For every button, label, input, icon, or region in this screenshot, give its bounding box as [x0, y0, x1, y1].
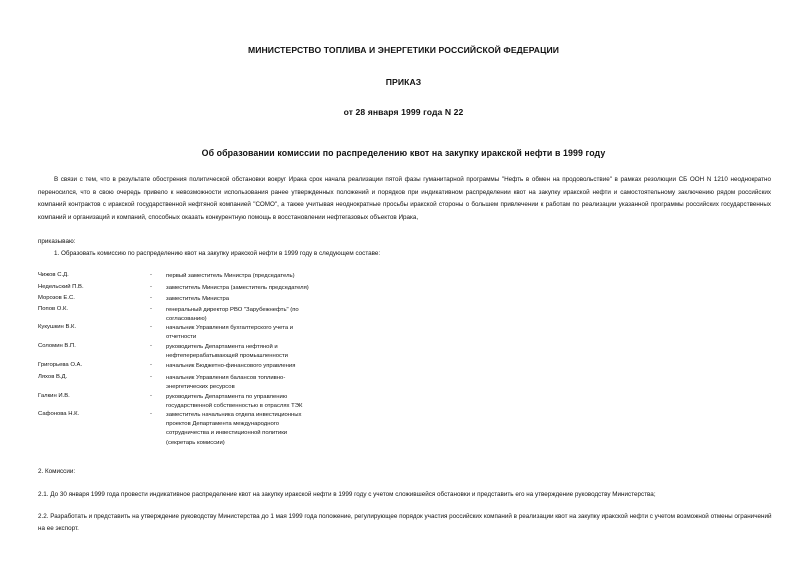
- member-position: [166, 393, 341, 411]
- member-position-line: согласованию): [166, 316, 207, 323]
- member-position-line: руководитель Департамента нефтяной и: [166, 344, 278, 350]
- member-name: Чижов С.Д.: [38, 272, 69, 278]
- member-name: Морозов Е.С.: [38, 295, 75, 301]
- member-position: [166, 343, 341, 361]
- item-2-paragraph: 2. Комиссии:: [38, 468, 76, 475]
- member-position-line: заместитель Министра: [166, 296, 230, 302]
- member-position-line: начальник Бюджетно-финансового управления: [166, 363, 296, 369]
- member-position: [166, 411, 341, 448]
- member-position: [166, 295, 341, 304]
- member-position-line: сотрудничества и инвестиционной политики: [166, 430, 288, 437]
- member-position-line: проектов Департамента международного: [166, 421, 280, 428]
- member-dash: -: [150, 324, 152, 330]
- member-dash: -: [150, 272, 152, 278]
- member-name: Сафонова Н.К.: [38, 411, 80, 417]
- member-dash: -: [150, 362, 152, 368]
- member-dash: -: [150, 374, 152, 380]
- member-position: [166, 374, 341, 392]
- member-name: Соломин В.П.: [38, 343, 76, 349]
- member-position: [166, 284, 341, 293]
- intro-paragraph: В связи с тем, что в результате обострения политической обстановки вокруг Ирака срок начала реализации пятой фазы гуманитарной программы "Нефть в обмен на продовольствие" в рамках резолюции СБ ООН N 1210 неоднократно переносился, что в свою очередь привело к невозможности использования ранее утвержденных положений и порядков при индикативном распределении квот на закупку иракской нефти и самостоятельному заключению рядом российских компаний контрактов с иракской государственной нефтяной компанией "СОМО", а также учитывая неоднократные просьбы иракской стороны о большем привлечении к работам по реализации указанной программы российских государственных компаний и организаций и компаний, способных оказать конкурентную помощь в восстановлении нефтегазовых объектов Ирака,: [38, 176, 771, 221]
- member-dash: -: [150, 343, 152, 349]
- member-name: Ляхов В.Д.: [38, 374, 68, 380]
- member-dash: -: [150, 393, 152, 399]
- ordered-line: приказываю:: [38, 238, 76, 245]
- item-1-paragraph: 1. Образовать комиссию по распределению квот на закупку иракской нефти в 1999 году в следующем составе:: [54, 250, 381, 257]
- member-position: [166, 306, 341, 324]
- member-position-line: нефтеперерабатывающей промышленности: [166, 353, 288, 360]
- member-position-line: генеральный директор РВО "Зарубежнефть" (по: [166, 307, 299, 313]
- member-name: Кукушкин В.К.: [38, 324, 77, 330]
- item-2-1-paragraph: 2.1. До 30 января 1999 года провести индикативное распределение квот на закупку иракской нефти в 1999 году с учетом сложившейся обстановки и представить его на утверждение руководству Министерства;: [38, 491, 656, 498]
- member-position-line: начальник Управления балансов топливно-: [166, 375, 286, 381]
- ministry-heading: МИНИСТЕРСТВО ТОПЛИВА И ЭНЕРГЕТИКИ РОССИЙСКОЙ ФЕДЕРАЦИИ: [247, 45, 560, 55]
- member-name: Недельский П.В.: [38, 284, 84, 290]
- member-position: [166, 272, 341, 281]
- document-title: Об образовании комиссии по распределению квот на закупку иракской нефти в 1999 году: [201, 148, 606, 158]
- member-position: [166, 362, 341, 371]
- member-dash: -: [150, 284, 152, 290]
- member-dash: -: [150, 306, 152, 312]
- member-position-line: (секретарь комиссии): [166, 439, 225, 446]
- member-name: Попов О.К.: [38, 306, 69, 312]
- member-position: [166, 324, 341, 342]
- member-position-line: заместитель начальника отдела инвестиционных: [166, 412, 302, 418]
- member-dash: -: [150, 411, 152, 417]
- member-position-line: заместитель Министра (заместитель председателя): [166, 285, 309, 291]
- date-number-heading: от 28 января 1999 года N 22: [343, 107, 464, 117]
- member-dash: -: [150, 295, 152, 301]
- member-position-line: руководитель Департамента по управлению: [166, 394, 288, 400]
- member-name: Галкин И.В.: [38, 393, 70, 399]
- doc-type-heading: ПРИКАЗ: [385, 77, 422, 87]
- member-position-line: энергетических ресурсов: [166, 384, 235, 391]
- member-position-line: начальник Управления бухгалтерского учета и: [166, 325, 294, 331]
- member-name: Григорьева О.А.: [38, 362, 83, 368]
- member-position-line: первый заместитель Министра (председатель): [166, 273, 295, 279]
- member-position-line: отчетности: [166, 334, 197, 341]
- member-position-line: государственной собственностью в отраслях ТЭК: [166, 403, 303, 410]
- item-2-2-paragraph: 2.2. Разработать и представить на утверждение руководству Министерства до 1 мая 1999 года положение, регулирующее порядок участия российских компаний в реализации квот на закупку иракской нефти с учетом возможной отмены ограничений на ее экспорт.: [38, 513, 772, 532]
